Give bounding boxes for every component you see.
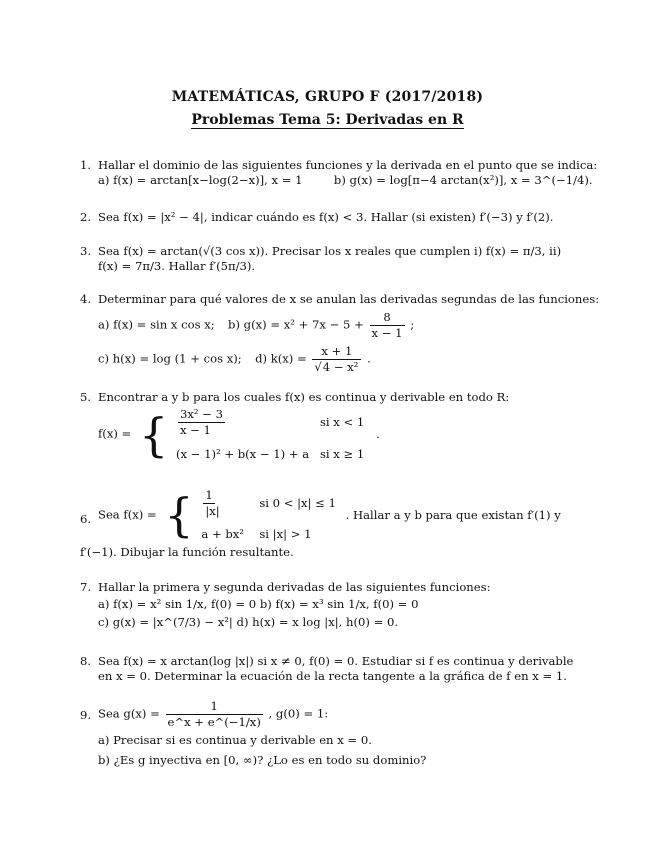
problem-number: 4. bbox=[80, 292, 92, 306]
problem-5 bbox=[80, 390, 560, 462]
piecewise-cases bbox=[176, 407, 364, 462]
case-row bbox=[176, 407, 364, 438]
case-row bbox=[176, 447, 364, 462]
piecewise-definition bbox=[98, 488, 560, 543]
definition-suffix: , g(0) = 1: bbox=[268, 706, 329, 721]
problem-6 bbox=[80, 488, 560, 560]
fraction-denominator: x − 1 bbox=[371, 326, 403, 341]
piecewise-lhs: f(x) = bbox=[98, 426, 132, 441]
case-expression: (x − 1)² + b(x − 1) + a bbox=[175, 446, 310, 461]
fraction-numerator: 3x² − 3 bbox=[179, 407, 223, 422]
problem-statement: Sea f(x) = |x² − 4|, indicar cuándo es f(x) < 3. Hallar (si existen) f′(−3) y f′(2). bbox=[98, 210, 554, 224]
piecewise-cases bbox=[201, 488, 336, 543]
problem-definition bbox=[98, 700, 560, 729]
problem-parts-cd bbox=[98, 345, 560, 374]
fraction-denominator: √4 − x² bbox=[314, 359, 359, 374]
fraction bbox=[166, 700, 263, 729]
fraction-denominator: e^x + e^(−1/x) bbox=[167, 714, 261, 729]
case-row bbox=[201, 527, 336, 542]
problem-number: 6. bbox=[80, 512, 92, 526]
document-title: MATEMÁTICAS, GRUPO F (2017/2018) bbox=[171, 89, 484, 105]
fraction bbox=[203, 488, 257, 519]
piecewise-lhs: Sea f(x) = bbox=[98, 507, 157, 522]
part-a: a) Precisar si es continua y derivable en x = 0. bbox=[98, 733, 372, 748]
fraction bbox=[178, 407, 318, 438]
piecewise-end: . bbox=[375, 426, 380, 441]
problem-4 bbox=[80, 292, 600, 374]
problem-9 bbox=[80, 700, 560, 768]
definition-prefix: Sea g(x) = bbox=[98, 706, 160, 721]
fraction-numerator: 1 bbox=[205, 488, 213, 502]
problem-parts-cd: c) g(x) = |x^(7/3) − x²| d) h(x) = x log |x|, h(0) = 0. bbox=[98, 614, 399, 629]
part-b: b) ¿Es g inyectiva en [0, ∞)? ¿Lo es en todo su dominio? bbox=[98, 752, 427, 767]
problem-number: 1. bbox=[80, 158, 92, 172]
problem-8 bbox=[80, 654, 574, 685]
case-condition: si |x| > 1 bbox=[259, 527, 312, 542]
problem-parts-ab: a) f(x) = x² sin 1/x, f(0) = 0 b) f(x) = x³ sin 1/x, f(0) = 0 bbox=[98, 597, 419, 612]
case-expression: a + bx² bbox=[201, 527, 244, 542]
problem-2 bbox=[80, 210, 560, 225]
part-a: a) f(x) = sin x cos x; bbox=[98, 318, 215, 332]
part-c: c) h(x) = log (1 + cos x); bbox=[98, 351, 242, 366]
problem-parts-ab bbox=[98, 311, 560, 340]
problem-statement: Encontrar a y b para los cuales f(x) es continua y derivable en todo R: bbox=[98, 390, 510, 404]
part-b: b) g(x) = log[π−4 arctan(x²)], x = 3^(−1/4). bbox=[333, 173, 593, 188]
problem-3 bbox=[80, 244, 560, 275]
piecewise-definition bbox=[98, 407, 560, 462]
fraction-numerator: 8 bbox=[370, 311, 405, 326]
sqrt-radicand: 4 − x² bbox=[322, 359, 359, 374]
case-condition: si x < 1 bbox=[319, 415, 365, 430]
problem-line-2: f(x) = 7π/3. Hallar f′(5π/3). bbox=[98, 259, 256, 274]
document-subtitle bbox=[0, 111, 655, 129]
subtitle-text: Problemas Tema 5: Derivadas en R bbox=[191, 112, 464, 128]
problem-number: 5. bbox=[80, 390, 92, 404]
problem-number: 7. bbox=[80, 580, 92, 594]
problem-statement: Hallar la primera y segunda derivadas de las siguientes funciones: bbox=[98, 580, 491, 594]
problem-7 bbox=[80, 580, 560, 630]
problem-line-2: f′(−1). Dibujar la función resultante. bbox=[80, 544, 294, 559]
fraction-numerator: x + 1 bbox=[312, 345, 361, 360]
left-brace-icon: { bbox=[138, 407, 169, 462]
problem-statement: Hallar el dominio de las siguientes funciones y la derivada en el punto que se indica: bbox=[98, 158, 598, 172]
part-b-prefix: b) g(x) = x² + 7x − 5 + bbox=[228, 318, 364, 332]
fraction-numerator: 1 bbox=[166, 700, 263, 715]
problem-1 bbox=[80, 158, 598, 189]
problem-number: 9. bbox=[80, 708, 92, 722]
problem-line-1: Sea f(x) = x arctan(log |x|) si x ≠ 0, f(0) = 0. Estudiar si f es continua y derivable bbox=[98, 654, 574, 668]
fraction bbox=[312, 345, 361, 374]
problem-number: 3. bbox=[80, 244, 92, 258]
case-condition: si 0 < |x| ≤ 1 bbox=[259, 495, 336, 510]
problem-statement: Determinar para qué valores de x se anulan las derivadas segundas de las funciones: bbox=[98, 292, 600, 306]
fraction bbox=[370, 311, 405, 340]
fraction-denominator: x − 1 bbox=[179, 423, 211, 438]
problem-line-2: en x = 0. Determinar la ecuación de la recta tangente a la gráfica de f en x = 1. bbox=[98, 669, 567, 684]
case-row bbox=[201, 488, 336, 519]
part-a: a) f(x) = arctan[x−log(2−x)], x = 1 bbox=[98, 173, 303, 188]
problem-line-1: Sea f(x) = arctan(√(3 cos x)). Precisar los x reales que cumplen i) f(x) = π/3, ii) bbox=[98, 244, 562, 258]
part-b-suffix: ; bbox=[410, 318, 415, 332]
problem-number: 2. bbox=[80, 210, 92, 224]
problem-parts bbox=[98, 173, 593, 188]
case-condition: si x ≥ 1 bbox=[319, 446, 365, 461]
problem-after-text: . Hallar a y b para que existan f′(1) y bbox=[345, 507, 561, 522]
part-d-prefix: d) k(x) = bbox=[255, 351, 307, 366]
part-d-suffix: . bbox=[367, 351, 371, 366]
left-brace-icon: { bbox=[164, 488, 194, 543]
problem-number: 8. bbox=[80, 654, 92, 668]
fraction-denominator: |x| bbox=[205, 503, 220, 518]
